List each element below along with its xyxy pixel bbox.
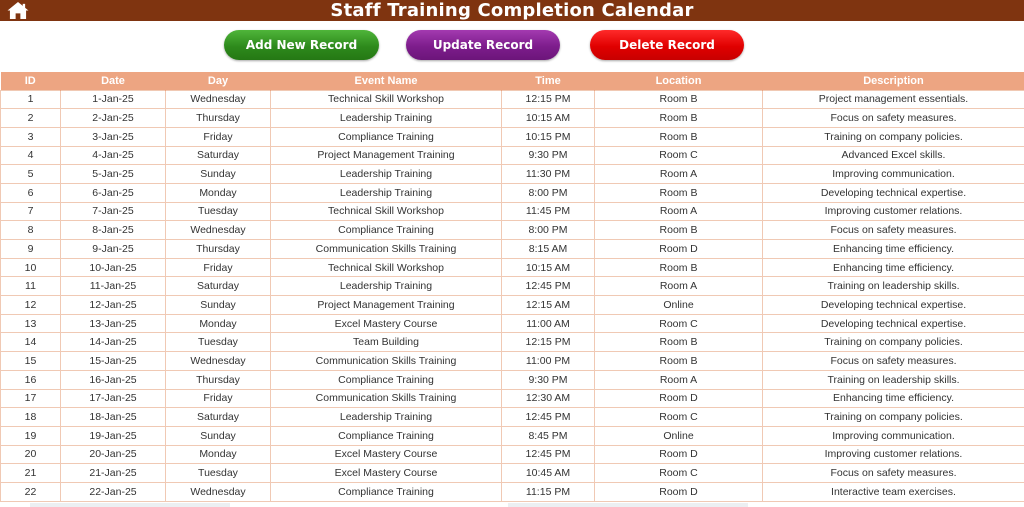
column-header-date[interactable]: Date <box>61 72 166 90</box>
cell-description[interactable]: Focus on safety measures. <box>763 109 1024 128</box>
table-row[interactable] <box>1 482 1024 501</box>
cell-location[interactable]: Online <box>595 296 763 315</box>
cell-event-name[interactable]: Excel Mastery Course <box>271 314 502 333</box>
cell-time[interactable]: 12:45 PM <box>502 408 595 427</box>
table-row[interactable] <box>1 221 1024 240</box>
cell-id[interactable]: 21 <box>1 464 61 483</box>
cell-day[interactable]: Tuesday <box>166 202 271 221</box>
cell-location[interactable]: Room B <box>595 333 763 352</box>
table-row[interactable] <box>1 408 1024 427</box>
cell-day[interactable]: Thursday <box>166 109 271 128</box>
cell-date[interactable]: 2-Jan-25 <box>61 109 166 128</box>
cell-location[interactable]: Room C <box>595 314 763 333</box>
table-header-row <box>1 72 1024 90</box>
cell-id[interactable]: 6 <box>1 183 61 202</box>
cell-description[interactable]: Improving communication. <box>763 426 1024 445</box>
cell-day[interactable]: Wednesday <box>166 90 271 109</box>
cell-time[interactable]: 12:15 PM <box>502 333 595 352</box>
cell-description[interactable]: Enhancing time efficiency. <box>763 240 1024 259</box>
cell-id[interactable]: 7 <box>1 202 61 221</box>
cell-event-name[interactable]: Leadership Training <box>271 277 502 296</box>
column-header-event-name[interactable]: Event Name <box>271 72 502 90</box>
table-row[interactable] <box>1 165 1024 184</box>
table-row[interactable] <box>1 314 1024 333</box>
cell-event-name[interactable]: Excel Mastery Course <box>271 445 502 464</box>
cell-date[interactable]: 21-Jan-25 <box>61 464 166 483</box>
cell-description[interactable]: Focus on safety measures. <box>763 464 1024 483</box>
cell-event-name[interactable]: Compliance Training <box>271 127 502 146</box>
cell-description[interactable]: Training on leadership skills. <box>763 277 1024 296</box>
cell-location[interactable]: Room D <box>595 445 763 464</box>
cell-id[interactable]: 11 <box>1 277 61 296</box>
cell-time[interactable]: 11:00 PM <box>502 352 595 371</box>
table-row[interactable] <box>1 370 1024 389</box>
cell-event-name[interactable]: Communication Skills Training <box>271 352 502 371</box>
cell-id[interactable]: 12 <box>1 296 61 315</box>
cell-event-name[interactable]: Team Building <box>271 333 502 352</box>
cell-event-name[interactable]: Project Management Training <box>271 296 502 315</box>
cell-id[interactable]: 15 <box>1 352 61 371</box>
table-row[interactable] <box>1 127 1024 146</box>
cell-time[interactable]: 8:45 PM <box>502 426 595 445</box>
cell-time[interactable]: 12:30 AM <box>502 389 595 408</box>
table-row[interactable] <box>1 352 1024 371</box>
add-new-record-button[interactable]: Add New Record <box>224 30 379 60</box>
cell-date[interactable]: 19-Jan-25 <box>61 426 166 445</box>
cell-description[interactable]: Project management essentials. <box>763 90 1024 109</box>
cell-description[interactable]: Improving customer relations. <box>763 445 1024 464</box>
cell-description[interactable]: Interactive team exercises. <box>763 482 1024 501</box>
cell-time[interactable]: 9:30 PM <box>502 370 595 389</box>
cell-id[interactable]: 9 <box>1 240 61 259</box>
cell-description[interactable]: Training on company policies. <box>763 127 1024 146</box>
cell-date[interactable]: 9-Jan-25 <box>61 240 166 259</box>
cell-day[interactable]: Friday <box>166 127 271 146</box>
cell-day[interactable]: Sunday <box>166 296 271 315</box>
table-row[interactable] <box>1 240 1024 259</box>
title-bar <box>0 0 1024 21</box>
cell-date[interactable]: 6-Jan-25 <box>61 183 166 202</box>
cell-date[interactable]: 20-Jan-25 <box>61 445 166 464</box>
table-row[interactable] <box>1 183 1024 202</box>
cell-location[interactable]: Room B <box>595 109 763 128</box>
cell-id[interactable]: 17 <box>1 389 61 408</box>
cell-day[interactable]: Sunday <box>166 426 271 445</box>
cell-time[interactable]: 12:45 PM <box>502 277 595 296</box>
cell-day[interactable]: Thursday <box>166 240 271 259</box>
cell-day[interactable]: Friday <box>166 389 271 408</box>
cell-description[interactable]: Focus on safety measures. <box>763 221 1024 240</box>
cell-id[interactable]: 5 <box>1 165 61 184</box>
cell-location[interactable]: Room B <box>595 90 763 109</box>
cell-location[interactable]: Room B <box>595 352 763 371</box>
update-record-button[interactable]: Update Record <box>406 30 560 60</box>
cell-description[interactable]: Advanced Excel skills. <box>763 146 1024 165</box>
table-row[interactable] <box>1 333 1024 352</box>
cell-time[interactable]: 8:15 AM <box>502 240 595 259</box>
cell-date[interactable]: 10-Jan-25 <box>61 258 166 277</box>
cell-time[interactable]: 10:15 PM <box>502 127 595 146</box>
cell-event-name[interactable]: Technical Skill Workshop <box>271 202 502 221</box>
table-row[interactable] <box>1 258 1024 277</box>
cell-date[interactable]: 16-Jan-25 <box>61 370 166 389</box>
cell-date[interactable]: 3-Jan-25 <box>61 127 166 146</box>
cell-time[interactable]: 11:00 AM <box>502 314 595 333</box>
cell-date[interactable]: 4-Jan-25 <box>61 146 166 165</box>
cell-time[interactable]: 10:15 AM <box>502 258 595 277</box>
cell-event-name[interactable]: Technical Skill Workshop <box>271 258 502 277</box>
table-row[interactable] <box>1 202 1024 221</box>
cell-day[interactable]: Saturday <box>166 277 271 296</box>
cell-day[interactable]: Wednesday <box>166 352 271 371</box>
column-header-description[interactable]: Description <box>763 72 1024 90</box>
cell-location[interactable]: Room B <box>595 221 763 240</box>
cell-time[interactable]: 8:00 PM <box>502 183 595 202</box>
training-records-table <box>0 72 1024 502</box>
cell-date[interactable]: 18-Jan-25 <box>61 408 166 427</box>
cell-day[interactable]: Friday <box>166 258 271 277</box>
cell-location[interactable]: Room C <box>595 146 763 165</box>
table-row[interactable] <box>1 389 1024 408</box>
cell-id[interactable]: 13 <box>1 314 61 333</box>
cell-location[interactable]: Room A <box>595 370 763 389</box>
cell-time[interactable]: 11:30 PM <box>502 165 595 184</box>
cell-event-name[interactable]: Leadership Training <box>271 109 502 128</box>
cell-event-name[interactable]: Communication Skills Training <box>271 389 502 408</box>
cell-event-name[interactable]: Compliance Training <box>271 426 502 445</box>
cell-time[interactable]: 12:15 PM <box>502 90 595 109</box>
cell-date[interactable]: 17-Jan-25 <box>61 389 166 408</box>
cell-time[interactable]: 8:00 PM <box>502 221 595 240</box>
cell-time[interactable]: 10:15 AM <box>502 109 595 128</box>
table-row[interactable] <box>1 426 1024 445</box>
column-header-day[interactable]: Day <box>166 72 271 90</box>
cell-date[interactable]: 15-Jan-25 <box>61 352 166 371</box>
cell-description[interactable]: Focus on safety measures. <box>763 352 1024 371</box>
horizontal-scrollbar-track[interactable] <box>508 503 748 507</box>
cell-id[interactable]: 10 <box>1 258 61 277</box>
cell-day[interactable]: Monday <box>166 445 271 464</box>
cell-event-name[interactable]: Leadership Training <box>271 165 502 184</box>
column-header-location[interactable]: Location <box>595 72 763 90</box>
cell-location[interactable]: Room B <box>595 127 763 146</box>
cell-day[interactable]: Saturday <box>166 146 271 165</box>
cell-time[interactable]: 12:45 PM <box>502 445 595 464</box>
cell-date[interactable]: 8-Jan-25 <box>61 221 166 240</box>
cell-id[interactable]: 3 <box>1 127 61 146</box>
cell-time[interactable]: 12:15 AM <box>502 296 595 315</box>
cell-event-name[interactable]: Leadership Training <box>271 183 502 202</box>
cell-event-name[interactable]: Compliance Training <box>271 221 502 240</box>
cell-day[interactable]: Tuesday <box>166 333 271 352</box>
cell-description[interactable]: Enhancing time efficiency. <box>763 389 1024 408</box>
cell-day[interactable]: Saturday <box>166 408 271 427</box>
cell-date[interactable]: 14-Jan-25 <box>61 333 166 352</box>
cell-date[interactable]: 12-Jan-25 <box>61 296 166 315</box>
cell-location[interactable]: Room D <box>595 389 763 408</box>
cell-day[interactable]: Wednesday <box>166 221 271 240</box>
horizontal-scrollbar[interactable] <box>30 503 230 507</box>
cell-description[interactable]: Improving communication. <box>763 165 1024 184</box>
cell-day[interactable]: Monday <box>166 183 271 202</box>
cell-description[interactable]: Developing technical expertise. <box>763 183 1024 202</box>
cell-id[interactable]: 18 <box>1 408 61 427</box>
cell-id[interactable]: 16 <box>1 370 61 389</box>
table-row[interactable] <box>1 109 1024 128</box>
table-row[interactable] <box>1 296 1024 315</box>
cell-description[interactable]: Training on leadership skills. <box>763 370 1024 389</box>
cell-date[interactable]: 1-Jan-25 <box>61 90 166 109</box>
cell-event-name[interactable]: Excel Mastery Course <box>271 464 502 483</box>
cell-date[interactable]: 13-Jan-25 <box>61 314 166 333</box>
cell-description[interactable]: Improving customer relations. <box>763 202 1024 221</box>
cell-id[interactable]: 22 <box>1 482 61 501</box>
cell-day[interactable]: Sunday <box>166 165 271 184</box>
table-row[interactable] <box>1 445 1024 464</box>
page-title: Staff Training Completion Calendar <box>330 0 694 21</box>
table-row[interactable] <box>1 464 1024 483</box>
cell-description[interactable]: Developing technical expertise. <box>763 314 1024 333</box>
column-header-id[interactable]: ID <box>1 72 61 90</box>
cell-date[interactable]: 5-Jan-25 <box>61 165 166 184</box>
cell-event-name[interactable]: Technical Skill Workshop <box>271 90 502 109</box>
cell-description[interactable]: Training on company policies. <box>763 333 1024 352</box>
cell-event-name[interactable]: Compliance Training <box>271 482 502 501</box>
cell-time[interactable]: 11:45 PM <box>502 202 595 221</box>
cell-id[interactable]: 2 <box>1 109 61 128</box>
cell-location[interactable]: Room D <box>595 240 763 259</box>
cell-id[interactable]: 4 <box>1 146 61 165</box>
table-row[interactable] <box>1 277 1024 296</box>
cell-id[interactable]: 20 <box>1 445 61 464</box>
cell-location[interactable]: Online <box>595 426 763 445</box>
cell-location[interactable]: Room B <box>595 183 763 202</box>
cell-location[interactable]: Room A <box>595 165 763 184</box>
cell-id[interactable]: 1 <box>1 90 61 109</box>
cell-id[interactable]: 8 <box>1 221 61 240</box>
cell-event-name[interactable]: Compliance Training <box>271 370 502 389</box>
cell-date[interactable]: 22-Jan-25 <box>61 482 166 501</box>
cell-day[interactable]: Tuesday <box>166 464 271 483</box>
delete-record-button[interactable]: Delete Record <box>590 30 744 60</box>
cell-id[interactable]: 19 <box>1 426 61 445</box>
cell-location[interactable]: Room C <box>595 464 763 483</box>
home-icon[interactable] <box>6 1 30 20</box>
cell-id[interactable]: 14 <box>1 333 61 352</box>
table-row[interactable] <box>1 146 1024 165</box>
cell-time[interactable]: 11:15 PM <box>502 482 595 501</box>
cell-day[interactable]: Monday <box>166 314 271 333</box>
cell-date[interactable]: 11-Jan-25 <box>61 277 166 296</box>
cell-location[interactable]: Room A <box>595 202 763 221</box>
cell-time[interactable]: 9:30 PM <box>502 146 595 165</box>
cell-location[interactable]: Room C <box>595 408 763 427</box>
cell-event-name[interactable]: Project Management Training <box>271 146 502 165</box>
cell-date[interactable]: 7-Jan-25 <box>61 202 166 221</box>
cell-description[interactable]: Training on company policies. <box>763 408 1024 427</box>
cell-time[interactable]: 10:45 AM <box>502 464 595 483</box>
cell-location[interactable]: Room B <box>595 258 763 277</box>
cell-day[interactable]: Thursday <box>166 370 271 389</box>
table-row[interactable] <box>1 90 1024 109</box>
cell-event-name[interactable]: Communication Skills Training <box>271 240 502 259</box>
cell-description[interactable]: Enhancing time efficiency. <box>763 258 1024 277</box>
cell-location[interactable]: Room A <box>595 277 763 296</box>
cell-day[interactable]: Wednesday <box>166 482 271 501</box>
cell-location[interactable]: Room D <box>595 482 763 501</box>
cell-description[interactable]: Developing technical expertise. <box>763 296 1024 315</box>
column-header-time[interactable]: Time <box>502 72 595 90</box>
cell-event-name[interactable]: Leadership Training <box>271 408 502 427</box>
